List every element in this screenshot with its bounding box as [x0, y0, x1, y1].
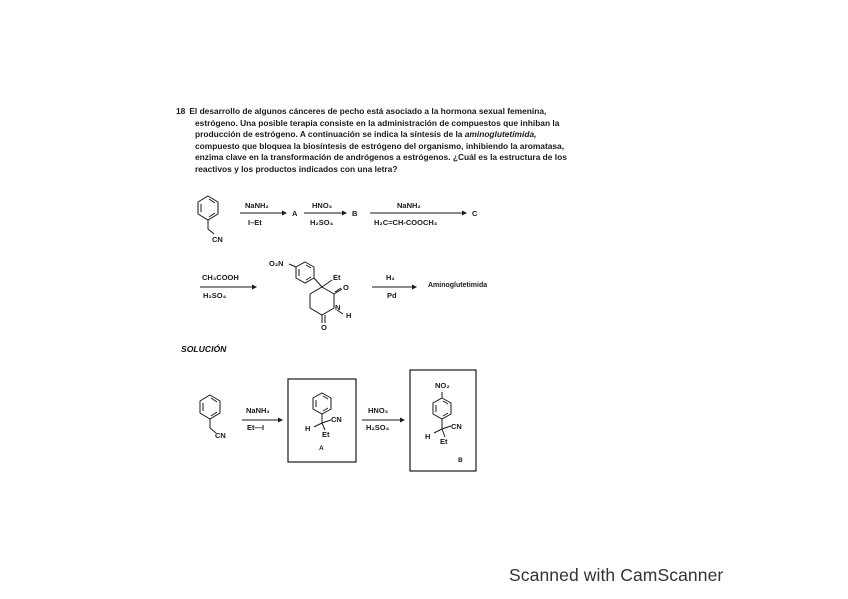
start-cn-label: CN [212, 235, 223, 244]
product-b-nitro: NO₂ [435, 381, 450, 390]
step5-reagent-top: H₂ [386, 273, 395, 282]
ethyl-label: Et [333, 273, 341, 282]
arrow-step-5 [372, 285, 417, 290]
product-b-ethyl: Et [440, 437, 448, 446]
product-b-hydrogen: H [425, 432, 431, 441]
nitrophenyl-glutarimide-structure [289, 262, 343, 323]
solution-arrow-step-1 [242, 418, 283, 423]
arrow-step-3 [370, 211, 467, 216]
product-a-structure [313, 393, 331, 430]
compound-a-letter: A [292, 209, 298, 218]
aminoglutetimida-term: aminoglutetimida, [464, 129, 537, 139]
solution-step2-reagent-top: HNO₃ [368, 406, 389, 415]
product-a-letter: A [319, 445, 324, 452]
step5-reagent-bottom: Pd [387, 291, 397, 300]
final-product-name: Aminoglutetimida [428, 282, 488, 289]
problem-line-6: reactivos y los productos indicados con una letra? [195, 163, 398, 174]
problem-line-5: enzima clave en la transformación de andrógenos a estrógenos. ¿Cuál es la estructura de los [195, 152, 567, 162]
problem-line-3-text: producción de estrógeno. A continuación se indica la síntesis de la [195, 129, 465, 139]
solution-start-cn-label: CN [215, 431, 226, 440]
problem-line-1-text: El desarrollo de algunos cánceres de pecho está asociado a la hormona sexual femenina, [189, 106, 547, 116]
scanner-watermark: Scanned with CamScanner [509, 565, 724, 585]
solution-step2-reagent-bottom: H₂SO₄ [366, 423, 390, 432]
arrow-step-2 [304, 211, 347, 216]
product-b-letter: B [458, 457, 463, 464]
problem-number: 18 [176, 106, 186, 116]
compound-c-letter: C [472, 209, 478, 218]
imide-hydrogen: H [346, 311, 352, 320]
step1-reagent-top: NaNH₂ [245, 201, 269, 210]
imide-nitrogen: N [335, 303, 341, 312]
solution-step1-reagent-bottom: Et—I [247, 423, 265, 432]
carbonyl-oxygen-2: O [321, 323, 327, 332]
step3-reagent-bottom: H₂C=CH-COOCH₃ [374, 218, 438, 227]
step2-reagent-top: HNO₃ [312, 201, 333, 210]
product-a-ethyl: Et [322, 430, 330, 439]
step4-reagent-top: CH₃COOH [202, 273, 239, 282]
carbonyl-oxygen-1: O [343, 283, 349, 292]
step2-reagent-bottom: H₂SO₄ [310, 218, 334, 227]
arrow-step-1 [240, 211, 287, 216]
solution-step1-reagent-top: NaNH₂ [246, 406, 270, 415]
step3-reagent-top: NaNH₂ [397, 201, 421, 210]
product-b-structure [433, 392, 451, 437]
step4-reagent-bottom: H₂SO₄ [203, 291, 227, 300]
benzyl-cyanide-structure [198, 196, 218, 234]
product-a-cn: CN [331, 415, 342, 424]
product-b-cn: CN [451, 422, 462, 431]
step1-reagent-bottom: I–Et [248, 218, 262, 227]
solution-arrow-step-2 [362, 418, 405, 423]
solution-heading: SOLUCIÓN [181, 344, 227, 354]
nitro-group-label: O₂N [269, 259, 284, 268]
problem-line-2: estrógeno. Una posible terapia consiste en la administración de compuestos que inhiban la [195, 117, 560, 128]
arrow-step-4 [200, 285, 257, 290]
product-a-hydrogen: H [305, 424, 311, 433]
solution-benzyl-cyanide-structure [200, 395, 220, 433]
problem-line-4: compuesto que bloquea la biosíntesis de estrógeno del organismo, inhibiendo la aromatasa, [195, 140, 565, 151]
compound-b-letter: B [352, 209, 358, 218]
